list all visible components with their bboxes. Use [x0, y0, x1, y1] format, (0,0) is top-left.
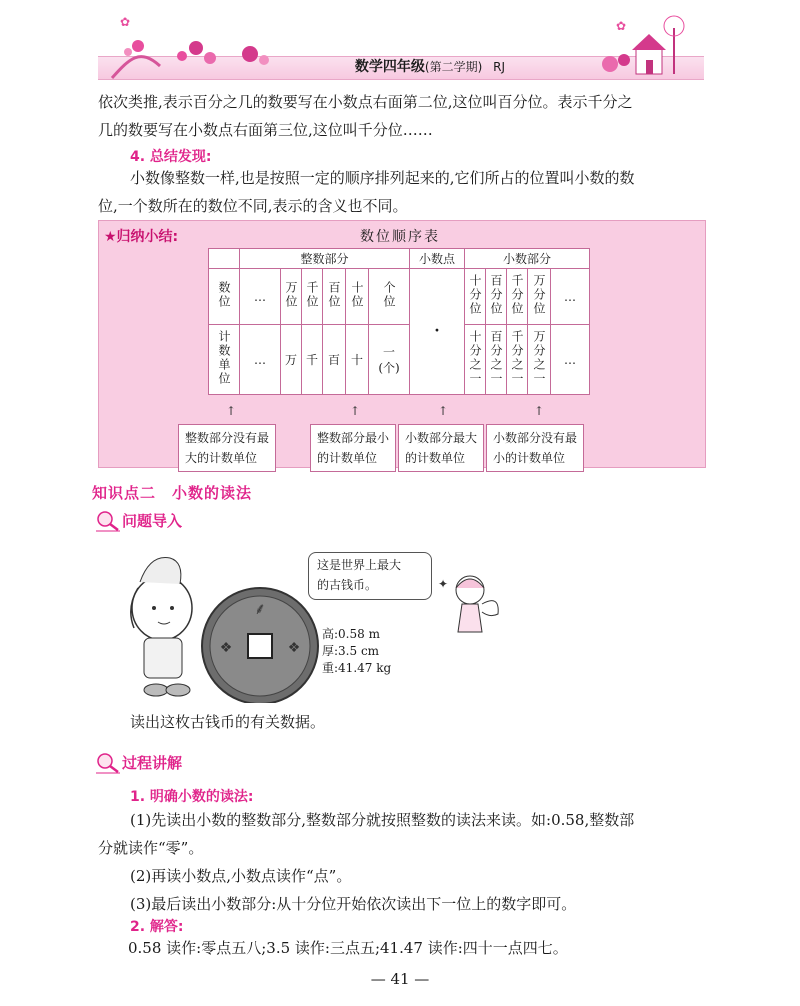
decimal-point-cell: ·: [410, 269, 465, 395]
decimal-place-cell: …: [551, 269, 590, 325]
step1-content: (1)先读出小数的整数部分,整数部分就按照整数的读法来读。如:0.58,整数部 分就读作“零”。 (2)再读小数点,小数点读作“点”。 (3)最后读出小数部分:从十分位开始依次读出下一位上的数字即可。: [98, 811, 635, 913]
integer-unit-cell: 十: [346, 325, 369, 395]
decimal-place-cell: 百分位: [486, 269, 507, 325]
svg-text:❖: ❖: [219, 640, 233, 656]
intro-paragraph: 依次类推,表示百分之几的数要写在小数点右面第二位,这位叫百分位。表示千分之 几的数要写在小数点右面第三位,这位叫千分位……: [98, 93, 633, 139]
header-flower-decoration: [100, 8, 280, 84]
header-house-decoration: [596, 10, 704, 84]
place-value-table-title: 数位顺序表: [360, 229, 440, 245]
answer-text: 0.58 读作:零点五八;3.5 读作:三点五;41.47 读作:四十一点四七。: [128, 939, 568, 957]
svg-text:❖: ❖: [287, 640, 301, 656]
integer-unit-cell-ge: 一 (个): [369, 325, 410, 395]
row-label-place: 数位: [209, 269, 240, 325]
note-decimal-no-min: 小数部分没有最 小的计数单位: [486, 424, 584, 472]
process-heading: 过程讲解: [122, 754, 183, 772]
note-integer-no-max: 整数部分没有最 大的计数单位: [178, 424, 276, 472]
integer-place-cell: 千位: [302, 269, 323, 325]
coin-thickness: 厚:3.5 cm: [322, 644, 380, 658]
arrow-up-icon: ↑: [438, 404, 449, 418]
decimal-unit-cell: 万分之一: [528, 325, 551, 395]
table-corner-cell: [209, 249, 240, 269]
note-integer-min: 整数部分最小 的计数单位: [310, 424, 396, 472]
conclusion-label: ★归纳小结:: [104, 229, 179, 245]
row-label-unit: 计数单位: [209, 325, 240, 395]
step1-heading: 1. 明确小数的读法:: [130, 789, 254, 805]
decimal-place-cell: 千分位: [507, 269, 528, 325]
decimal-unit-cell: 十分之一: [465, 325, 486, 395]
place-value-table: [208, 248, 590, 395]
decimal-part-header: 小数部分: [465, 249, 590, 269]
svg-text:✿: ✿: [120, 15, 131, 29]
integer-place-cell: 十位: [346, 269, 369, 325]
decimal-place-cell: 万分位: [528, 269, 551, 325]
decimal-unit-cell: 百分之一: [486, 325, 507, 395]
arrow-up-icon: ↑: [534, 404, 545, 418]
svg-text:✦: ✦: [438, 577, 449, 591]
knowledge-point-title: 知识点二 小数的读法: [92, 484, 253, 502]
integer-unit-cell: 万: [281, 325, 302, 395]
point-header: 小数点: [410, 249, 465, 269]
integer-place-cell: 百位: [323, 269, 346, 325]
integer-place-cell: …: [240, 269, 281, 325]
integer-unit-cell: 百: [323, 325, 346, 395]
integer-unit-cell: 千: [302, 325, 323, 395]
integer-unit-cell: …: [240, 325, 281, 395]
header-title: 数学四年级(第二学期) RJ: [354, 59, 506, 75]
coin-data: [322, 626, 391, 677]
coin-height: 高:0.58 m: [322, 627, 380, 641]
note-decimal-max: 小数部分最大 的计数单位: [398, 424, 484, 472]
coin-weight: 重:41.47 kg: [322, 661, 392, 675]
integer-part-header: 整数部分: [240, 249, 410, 269]
arrow-up-icon: ↑: [350, 404, 361, 418]
speech-bubble: 这是世界上最大 的古钱币。: [308, 552, 432, 600]
decimal-place-cell: 十分位: [465, 269, 486, 325]
magnifier-icon: [96, 752, 120, 774]
svg-text:⸙: ⸙: [253, 599, 267, 618]
integer-place-cell: 个位: [369, 269, 410, 325]
problem-intro-heading: 问题导入: [122, 512, 183, 530]
problem-task: 读出这枚古钱币的有关数据。: [130, 713, 326, 731]
svg-text:✿: ✿: [616, 19, 627, 33]
magnifier-icon: [96, 510, 120, 532]
step2-heading: 2. 解答:: [130, 919, 184, 935]
summary-find-paragraph: 小数像整数一样,也是按照一定的顺序排列起来的,它们所占的位置叫小数的数 位,一个数所在的数位不同,表示的含义也不同。: [98, 169, 635, 215]
decimal-unit-cell: 千分之一: [507, 325, 528, 395]
page-number: — 41 —: [370, 970, 430, 988]
decimal-unit-cell: …: [551, 325, 590, 395]
integer-place-cell: 万位: [281, 269, 302, 325]
summary-find-heading: 4. 总结发现:: [130, 149, 212, 165]
arrow-up-icon: ↑: [226, 404, 237, 418]
